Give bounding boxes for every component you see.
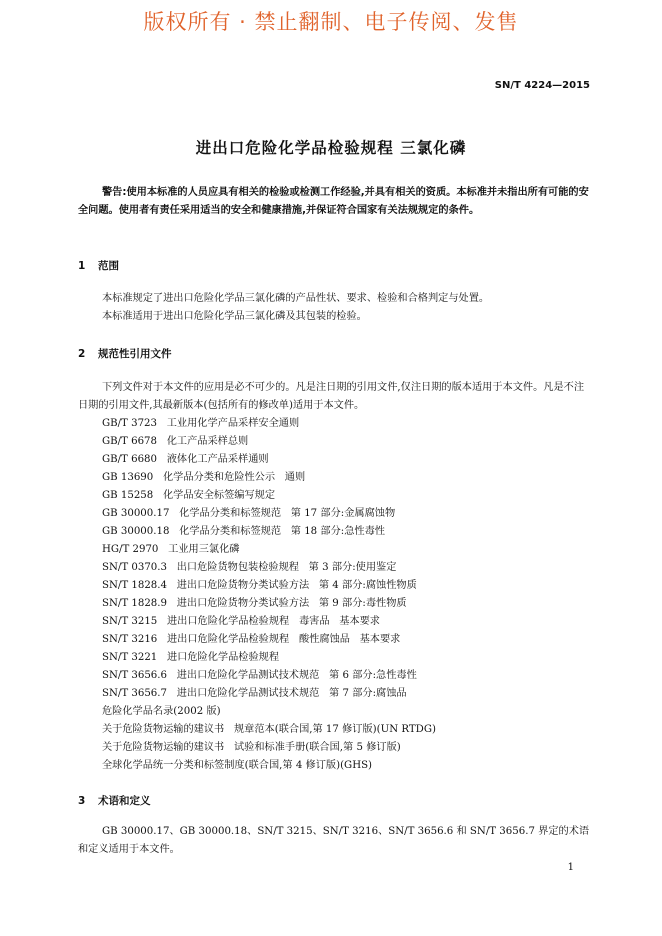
section-1-heading bbox=[78, 258, 119, 273]
reference-item: GB 13690 化学品分类和危险性公示 通则 bbox=[102, 472, 306, 483]
paragraph: GB 30000.17、GB 30000.18、SN/T 3215、SN/T 3216、SN/T 3656.6 和 SN/T 3656.7 界定的术语和定义适用于本文件。 bbox=[78, 826, 590, 855]
reference-item: HG/T 2970 工业用三氯化磷 bbox=[102, 544, 240, 555]
section-3-heading bbox=[78, 793, 151, 808]
reference-item: 全球化学品统一分类和标签制度(联合国,第 4 修订版)(GHS) bbox=[102, 760, 373, 771]
reference-item: SN/T 3216 进出口危险化学品检验规程 酸性腐蚀品 基本要求 bbox=[102, 634, 401, 645]
section-1-body bbox=[78, 290, 590, 326]
paragraph: 本标准适用于进出口危险化学品三氯化磷及其包装的检验。 bbox=[102, 311, 367, 322]
reference-item: GB/T 6680 液体化工产品采样通则 bbox=[102, 454, 269, 465]
reference-item: SN/T 3656.7 进出口危险化学品测试技术规范 第 7 部分:腐蚀品 bbox=[102, 688, 407, 699]
section-number: 2 bbox=[78, 348, 86, 360]
watermark: 版权所有 · 禁止翻制、电子传阅、发售 bbox=[143, 10, 519, 34]
section-2-heading bbox=[78, 346, 172, 361]
reference-item: GB 15258 化学品安全标签编写规定 bbox=[102, 490, 276, 501]
reference-item: SN/T 1828.9 进出口危险货物分类试验方法 第 9 部分:毒性物质 bbox=[102, 598, 407, 609]
section-3-body bbox=[78, 823, 590, 859]
reference-item: 关于危险货物运输的建议书 规章范本(联合国,第 17 修订版)(UN RTDG) bbox=[102, 724, 436, 735]
reference-list bbox=[78, 415, 590, 775]
section-title: 范围 bbox=[98, 260, 119, 272]
reference-item: GB/T 3723 工业用化学产品采样安全通则 bbox=[102, 418, 300, 429]
reference-item: GB/T 6678 化工产品采样总则 bbox=[102, 436, 249, 447]
section-number: 1 bbox=[78, 260, 86, 272]
section-2-body bbox=[78, 379, 590, 775]
reference-item: SN/T 1828.4 进出口危险货物分类试验方法 第 4 部分:腐蚀性物质 bbox=[102, 580, 417, 591]
section-title: 术语和定义 bbox=[98, 795, 151, 807]
reference-item: GB 30000.17 化学品分类和标签规范 第 17 部分:金属腐蚀物 bbox=[102, 508, 396, 519]
reference-item: 关于危险货物运输的建议书 试验和标准手册(联合国,第 5 修订版) bbox=[102, 742, 401, 753]
paragraph: 本标准规定了进出口危险化学品三氯化磷的产品性状、要求、检验和合格判定与处置。 bbox=[102, 293, 490, 304]
reference-item: SN/T 0370.3 出口危险货物包装检验规程 第 3 部分:使用鉴定 bbox=[102, 562, 397, 573]
reference-item: SN/T 3656.6 进出口危险化学品测试技术规范 第 6 部分:急性毒性 bbox=[102, 670, 417, 681]
reference-item: SN/T 3221 进口危险化学品检验规程 bbox=[102, 652, 280, 663]
paragraph: 下列文件对于本文件的应用是必不可少的。凡是注日期的引用文件,仅注日期的版本适用于本文件。凡是不注日期的引用文件,其最新版本(包括所有的修改单)适用于本文件。 bbox=[78, 382, 585, 411]
warning-paragraph: 警告:使用本标准的人员应具有相关的检验或检测工作经验,并具有相关的资质。本标准并未指出所有可能的安全问题。使用者有责任采用适当的安全和健康措施,并保证符合国家有关法规规定的条件。 bbox=[78, 187, 589, 216]
section-number: 3 bbox=[78, 795, 86, 807]
reference-item: SN/T 3215 进出口危险化学品检验规程 毒害品 基本要求 bbox=[102, 616, 380, 627]
standard-number: SN/T 4224—2015 bbox=[494, 80, 590, 91]
page-number: 1 bbox=[567, 862, 574, 873]
reference-item: GB 30000.18 化学品分类和标签规范 第 18 部分:急性毒性 bbox=[102, 526, 385, 537]
document-title: 进出口危险化学品检验规程 三氯化磷 bbox=[195, 139, 467, 157]
reference-item: 危险化学品名录(2002 版) bbox=[102, 706, 221, 717]
section-title: 规范性引用文件 bbox=[98, 348, 172, 360]
